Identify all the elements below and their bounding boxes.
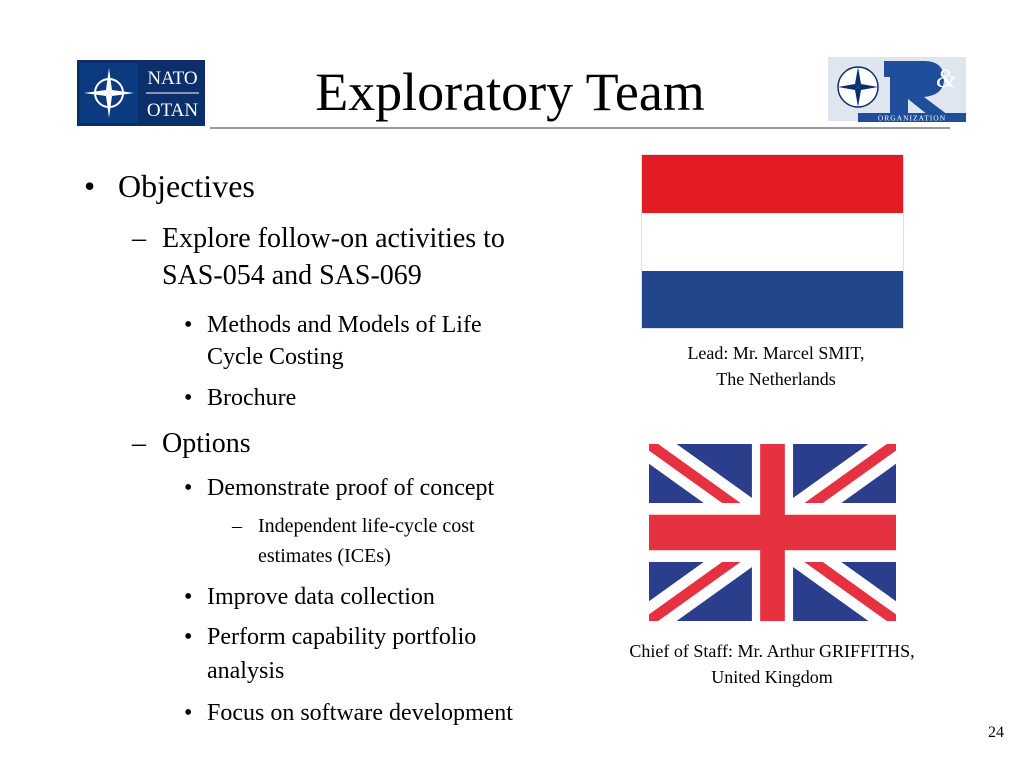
bullet-marker: • [84,168,96,204]
bullet-methods-line2: Cycle Costing [207,344,344,370]
dash-marker: – [232,515,242,537]
bullet-marker: • [184,584,193,610]
chief-of-staff-caption [560,638,984,690]
bullet-brochure: Brochure [207,385,297,411]
bullet-independent-line1: Independent life-cycle cost [258,515,475,537]
united-kingdom-flag-icon [649,444,896,621]
bullet-perform-line2: analysis [207,658,285,684]
lead-caption-line2: The Netherlands [716,369,836,389]
bullet-explore-line1: Explore follow-on activities to [162,223,505,254]
bullet-perform-line1: Perform capability portfolio [207,624,477,650]
dash-marker: – [132,428,146,459]
rto-organization-text: ORGANIZATION [877,113,947,123]
bullet-objectives: Objectives [118,168,255,204]
dash-marker: – [132,223,146,254]
svg-text:&: & [935,64,957,93]
bullet-marker: • [184,624,193,650]
bullet-options: Options [162,428,251,459]
lead-caption-line1: Lead: Mr. Marcel SMIT, [687,343,865,363]
bullet-explore-line2: SAS-054 and SAS-069 [162,260,422,291]
bullet-marker: • [184,312,193,338]
otan-text: OTAN [146,100,199,121]
title-divider [210,127,950,129]
lead-caption [600,340,952,392]
bullet-demonstrate: Demonstrate proof of concept [207,475,495,501]
chief-caption-line2: United Kingdom [711,667,833,687]
bullet-marker: • [184,385,193,411]
netherlands-flag-icon [641,154,904,329]
chief-caption-line1: Chief of Staff: Mr. Arthur GRIFFITHS, [629,641,915,661]
bullet-improve: Improve data collection [207,584,435,610]
bullet-independent-line2: estimates (ICEs) [258,545,391,567]
nato-text: NATO [147,68,198,89]
bullet-marker: • [184,475,193,501]
bullet-marker: • [184,700,193,726]
bullet-focus: Focus on software development [207,700,513,726]
rto-logo [828,55,966,123]
nato-otan-logo [77,60,205,126]
slide-number: 24 [988,724,1004,741]
bullet-methods-line1: Methods and Models of Life [207,312,482,338]
slide-title: Exploratory Team [315,62,705,122]
